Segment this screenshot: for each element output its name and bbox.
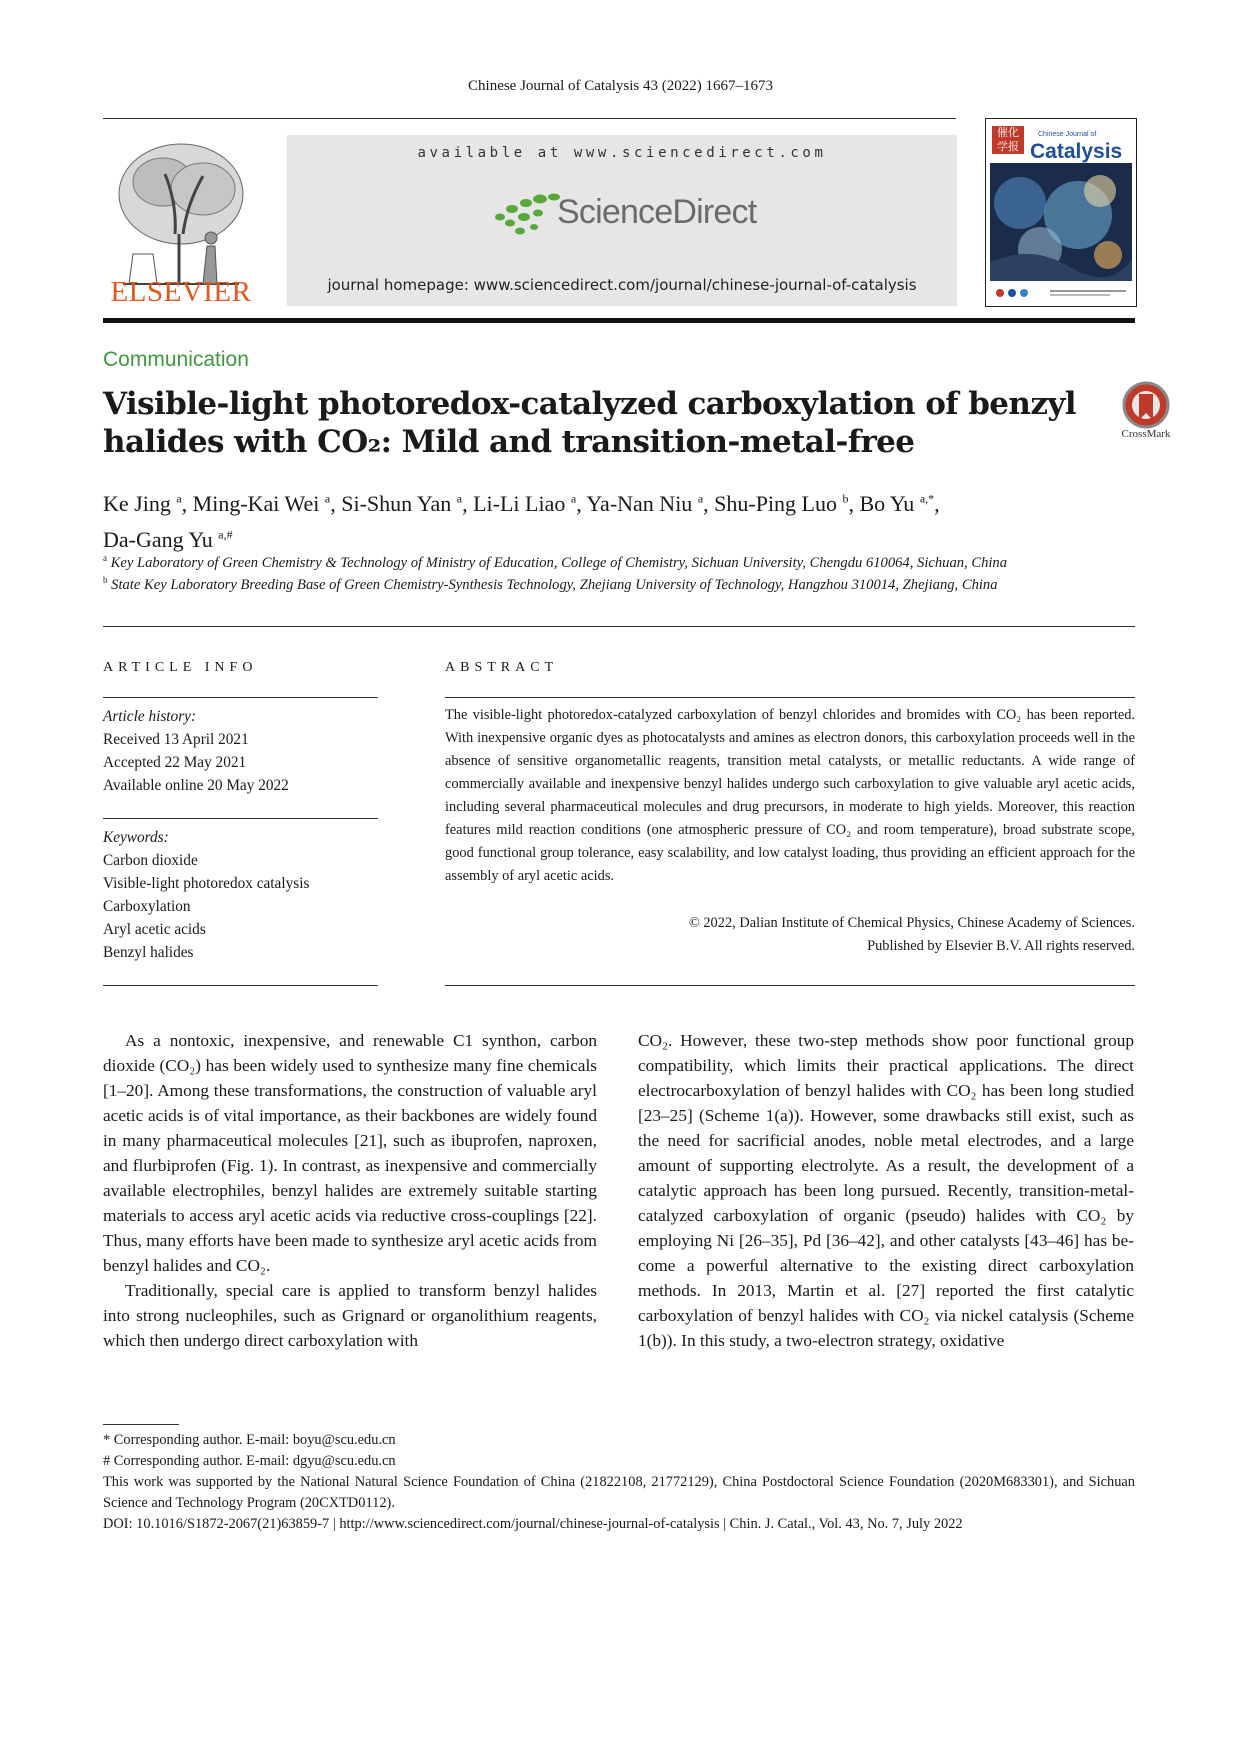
author: Ke Jing $^a$ bbox=[103, 491, 182, 517]
body-column-right bbox=[638, 1028, 1134, 1353]
author: Da-Gang Yu $^{a,\#}$ bbox=[103, 526, 233, 552]
author: Ya-Nan Niu $^a$ bbox=[586, 491, 704, 517]
author-list: Ke Jing $^a$, Ming-Kai Wei $^a$, Si-Shun Yan $^a$, Li-Li Liao $^a$, Ya-Nan Niu $^a$, Shu-Ping Luo $^b$, Bo Yu $^{a,*}$, Da-Gang Yu $^{a,\#}$ bbox=[103, 491, 940, 552]
author: Li-Li Liao $^a$ bbox=[473, 491, 577, 517]
received-date: Received 13 April 2021 bbox=[103, 731, 249, 748]
article-info-heading: ARTICLE INFO bbox=[103, 660, 258, 675]
elsevier-wordmark: ELSEVIER bbox=[110, 276, 252, 308]
keyword: Carbon dioxide bbox=[103, 852, 198, 869]
sciencedirect-dots-icon bbox=[492, 193, 562, 237]
body-paragraph: As a nontoxic, inexpensive, and renewable C1 synthon, carbon dioxide (CO₂) has been widely used to synthesize many fine chemicals [1–20]. Among these transformations, the construction of valuable aryl acetic acids is of vital importance, as their backbones are widely found in many pharmaceutical molecules [21], such as ibuprofen, naproxen, and flurbiprofen (Fig. 1). In contrast, as inexpensive and commercially available electrophiles, benzyl halides are extremely suitable starting materials to access aryl acetic acids via reductive cross-couplings [22]. Thus, many efforts have been made to synthesize aryl acetic acids from benzyl halides and CO₂. bbox=[103, 1031, 597, 1275]
author: Bo Yu $^{a,*}$ bbox=[859, 491, 935, 517]
copyright-notice: © 2022, Dalian Institute of Chemical Physics, Chinese Academy of Sciences. Published by Elsevier B.V. All rights reserved. bbox=[688, 915, 1135, 954]
keyword: Carboxylation bbox=[103, 898, 191, 915]
keyword: Aryl acetic acids bbox=[103, 921, 206, 938]
sciencedirect-banner bbox=[287, 135, 957, 306]
cover-chinese-logo: 催化学报 bbox=[992, 126, 1024, 154]
sciencedirect-wordmark: ScienceDirect bbox=[557, 193, 757, 231]
author: Si-Shun Yan $^a$ bbox=[341, 491, 463, 517]
journal-homepage-link[interactable]: journal homepage: www.sciencedirect.com/journal/chinese-journal-of-catalysis bbox=[327, 276, 917, 294]
body-paragraph: CO₂. However, these two-step methods show poor functional group compatibility, which limits their practical applications. The direct electrocarboxylation of benzyl halides with CO₂ has been long studied [23–25] (Scheme 1(a)). However, some drawbacks still exist, such as the need for sacrificial anodes, noble metal electrodes, and a large amount of supporting electrolyte. As a result, the development of a catalytic approach has been long pursued. Recently, transition-metal-catalyzed carboxylation of organic (pseudo) halides with CO₂ by employing Ni [26–35], Pd [36–42], and other catalysts [43–46] has become a powerful alternative to the existing direct carboxylation methods. In 2013, Martin et al. [27] reported the first catalytic carboxylation of benzyl halides with CO₂ via nickel catalysis (Scheme 1(b)). In this study, a two-electron strategy, oxidative bbox=[638, 1031, 1134, 1350]
cover-footer-logos bbox=[990, 285, 1132, 301]
abstract-bottom-rule bbox=[445, 985, 1135, 986]
abstract-heading: ABSTRACT bbox=[445, 660, 559, 675]
footnote-rule bbox=[103, 1424, 179, 1425]
affiliation-b: $^b$ State Key Laboratory Breeding Base of Green Chemistry-Synthesis Technology, Zhejiang University of Technology, Hangzhou 310014, Zhejiang, China bbox=[103, 575, 998, 593]
article-type-label: Communication bbox=[103, 348, 249, 371]
article-title: Visible-light photoredox-catalyzed carboxylation of benzyl halides with CO₂: Mild and transition-metal-free bbox=[103, 386, 1076, 460]
crossmark-label: CrossMark bbox=[1121, 428, 1171, 440]
doi-line: DOI: 10.1016/S1872-2067(21)63859-7 | http://www.sciencedirect.com/journal/chinese-journal-of-catalysis | Chin. J. Catal., Vol. 43, No. 7, July 2022 bbox=[103, 1516, 963, 1532]
keyword: Benzyl halides bbox=[103, 944, 194, 961]
article-history: Article history: Received 13 April 2021 Accepted 22 May 2021 Available online 20 May 2022 bbox=[103, 705, 378, 797]
cover-artwork-image bbox=[990, 163, 1132, 281]
keyword: Visible-light photoredox catalysis bbox=[103, 875, 310, 892]
body-paragraph: Traditionally, special care is applied to transform benzyl halides into strong nucleophiles, such as Grignard or organolithium reagents, which then undergo direct carboxylation with bbox=[103, 1281, 597, 1350]
journal-citation-line: Chinese Journal of Catalysis 43 (2022) 1667–1673 bbox=[468, 78, 773, 94]
journal-cover-thumbnail bbox=[985, 118, 1137, 307]
header-thick-rule bbox=[103, 318, 1135, 323]
author: Ming-Kai Wei $^a$ bbox=[192, 491, 331, 517]
affiliation-rule-right bbox=[445, 626, 1135, 627]
header-rule bbox=[103, 118, 956, 119]
corresponding-author-1: * Corresponding author. E-mail: boyu@scu.edu.cn bbox=[103, 1432, 396, 1448]
article-info-bottom-rule bbox=[103, 985, 378, 986]
body-column-left bbox=[103, 1028, 597, 1353]
article-info-rule bbox=[103, 697, 378, 698]
affiliation-rule-left bbox=[103, 626, 445, 627]
corresponding-author-2: # Corresponding author. E-mail: dgyu@scu.edu.cn bbox=[103, 1453, 396, 1469]
affiliation-a: $^a$ Key Laboratory of Green Chemistry & Technology of Ministry of Education, College of Chemistry, Sichuan University, Chengdu 610064, Sichuan, China bbox=[103, 553, 1008, 571]
cover-title: Catalysis bbox=[1030, 140, 1123, 163]
abstract-rule bbox=[445, 697, 1135, 698]
funding-note: This work was supported by the National Natural Science Foundation of China (21822108, 21772129), China Postdoctoral Science Foundation (2020M683301), and Sichuan Science and Technology Program (20CXTD0112). bbox=[103, 1474, 1135, 1511]
keywords: Keywords: Carbon dioxide Visible-light photoredox catalysis Carboxylation Aryl acetic acids Benzyl halides bbox=[103, 826, 378, 964]
cover-subtitle: Chinese Journal of bbox=[1038, 131, 1097, 138]
available-at-text: available at www.sciencedirect.com bbox=[417, 145, 827, 161]
article-info-mid-rule bbox=[103, 818, 378, 819]
author: Shu-Ping Luo $^b$ bbox=[714, 491, 849, 517]
abstract-text: The visible-light photoredox-catalyzed carboxylation of benzyl chlorides and bromides with CO₂ has been reported. With inexpensive organic dyes as photocatalysts and amines as electron donors, this carboxylation proceeds well in the absence of sensitive organometallic reagents, transition metal catalysts, or metallic reductants. A wide range of commercially available and inexpensive benzyl halides undergo such carboxylation to give valuable aryl acetic acids, including several pharmaceutical molecules and drug precursors, in moderate to high yields. Moreover, this reaction features mild reaction conditions (one atmospheric pressure of CO₂ and room temperature), broad substrate scope, good functional group tolerance, easy scalability, and low catalyst loading, thus providing an efficient approach for the assembly of aryl acetic acids. bbox=[445, 707, 1135, 884]
accepted-date: Accepted 22 May 2021 bbox=[103, 754, 247, 771]
online-date: Available online 20 May 2022 bbox=[103, 777, 289, 794]
